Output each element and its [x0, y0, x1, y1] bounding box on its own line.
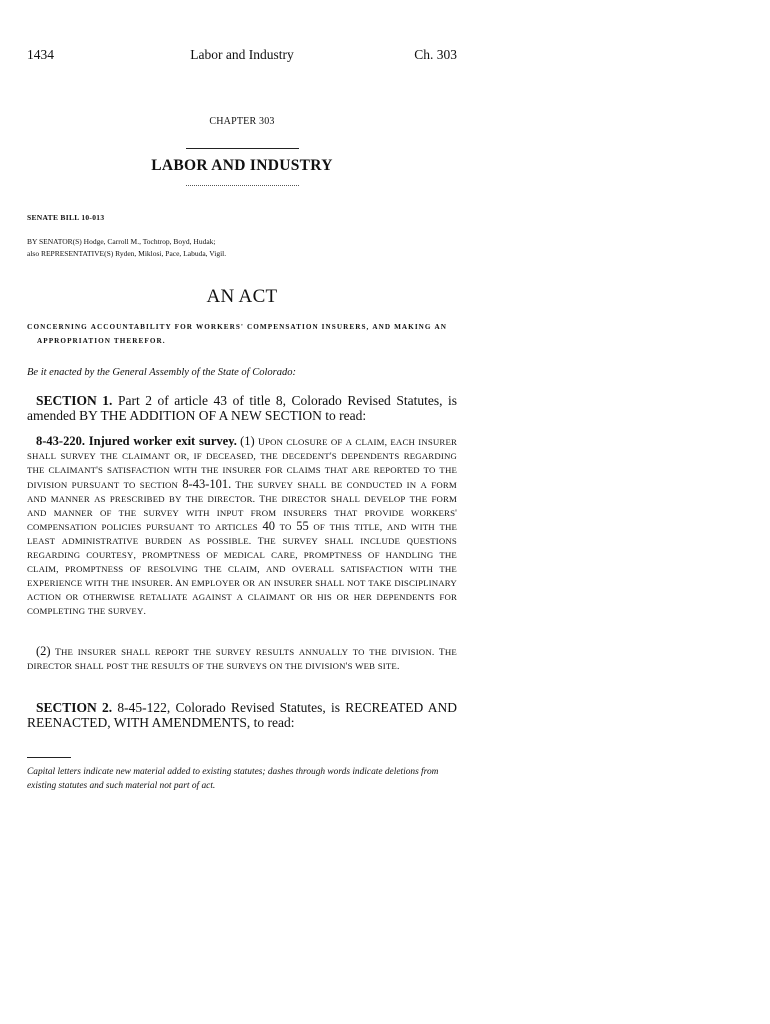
- statute-heading: 8-43-220. Injured worker exit survey.: [36, 434, 237, 448]
- bill-number: SENATE BILL 10-013: [27, 213, 105, 222]
- subsection-2-text: THE INSURER SHALL REPORT THE SURVEY RESULTS ANNUALLY TO THE DIVISION. THE DIRECTOR SHALL POST THE RESULTS OF THE SURVEYS ON THE DIVISION'S WEB SITE.: [27, 647, 457, 672]
- subsection-1-text-b: THE SURVEY SHALL BE CONDUCTED IN A FORM AND MANNER AS PRESCRIBED BY THE DIRECTOR. THE DIRECTOR SHALL DEVELOP THE FORM AND MANNER OF THE SURVEY WITH INPUT FROM INSURERS THAT PROVIDE WORKERS' COMPENSATION POLICIES PURSUANT TO ARTICLES: [27, 479, 458, 533]
- act-heading: AN ACT: [206, 286, 278, 307]
- subsection-1-text-c: OF THIS TITLE, AND WITH THE LEAST ADMINISTRATIVE BURDEN AS POSSIBLE. THE SURVEY SHALL INCLUDE QUESTIONS REGARDING COURTESY, PROMPTNESS OF MEDICAL CARE, PROMPTNESS OF HANDLING THE CLAIM, PROMPTNESS OF RESOLVING THE CLAIM, AND OVERALL SATISFACTION WITH THE EXPERIENCE WITH THE INSURER. AN EMPLOYER OR AN INSURER SHALL NOT TAKE DISCIPLINARY ACTION OR OTHERWISE RETALIATE AGAINST A CLAIMANT OR HIS OR HER DEPENDENTS FOR COMPLETING THE SURVEY.: [27, 522, 458, 617]
- running-header: [27, 47, 457, 65]
- footnote: Capital letters indicate new material added to existing statutes; dashes through words indicate deletions from existing statutes and such material not part of act.: [27, 767, 439, 791]
- to-word: TO: [279, 522, 292, 533]
- section-1-text: Part 2 of article 43 of title 8, Colorado Revised Statutes, is amended BY THE ADDITION OF A NEW SECTION to read:: [27, 393, 457, 423]
- title-rule-top: [186, 148, 299, 149]
- running-title: Labor and Industry: [190, 47, 294, 62]
- chapter-title: LABOR AND INDUSTRY: [151, 157, 333, 174]
- subsection-1-citation: 8-43-101.: [182, 476, 232, 491]
- page-number: 1434: [27, 47, 54, 62]
- article-start: 40: [262, 519, 275, 534]
- section-1-label: SECTION 1.: [36, 393, 113, 408]
- act-subject-line-1: CONCERNING ACCOUNTABILITY FOR WORKERS' COMPENSATION INSURERS, AND MAKING AN: [27, 322, 448, 331]
- act-subject: [27, 320, 457, 348]
- article-end: 55: [296, 519, 309, 534]
- representatives-line: also REPRESENTATIVE(S) Ryden, Miklosi, Pace, Labuda, Vigil.: [27, 248, 227, 258]
- title-rule-bottom: [186, 185, 299, 186]
- subsection-1-text-a: UPON CLOSURE OF A CLAIM, EACH INSURER SHALL SURVEY THE CLAIMANT OR, IF DECEASED, THE DECEDENT'S DEPENDENTS REGARDING THE CLAIMANT'S SATISFACTION WITH THE INSURER FOR CLAIMS THAT ARE REPORTED TO THE DIVISION PURSUANT TO SECTION: [27, 437, 457, 490]
- section-1-paragraph: [27, 393, 457, 423]
- chapter-reference: Ch. 303: [414, 47, 457, 62]
- subsection-1-marker: (1): [240, 434, 255, 448]
- statute-subsection-2: [27, 645, 457, 674]
- senators-line: BY SENATOR(S) Hodge, Carroll M., Tochtrop, Boyd, Hudak;: [27, 237, 216, 246]
- enacting-clause: Be it enacted by the General Assembly of the State of Colorado:: [27, 367, 296, 378]
- statute-subsection-1: [27, 435, 457, 619]
- act-subject-line-2: APPROPRIATION THEREFOR.: [37, 336, 166, 345]
- section-2-paragraph: [27, 700, 457, 730]
- subsection-2-marker: (2): [36, 644, 51, 658]
- section-2-text: 8-45-122, Colorado Revised Statutes, is RECREATED AND REENACTED, WITH AMENDMENTS, to read:: [27, 700, 458, 730]
- section-2-label: SECTION 2.: [36, 700, 113, 715]
- footnote-rule: [27, 757, 71, 758]
- sponsors: [27, 236, 457, 259]
- chapter-label: CHAPTER 303: [209, 116, 275, 127]
